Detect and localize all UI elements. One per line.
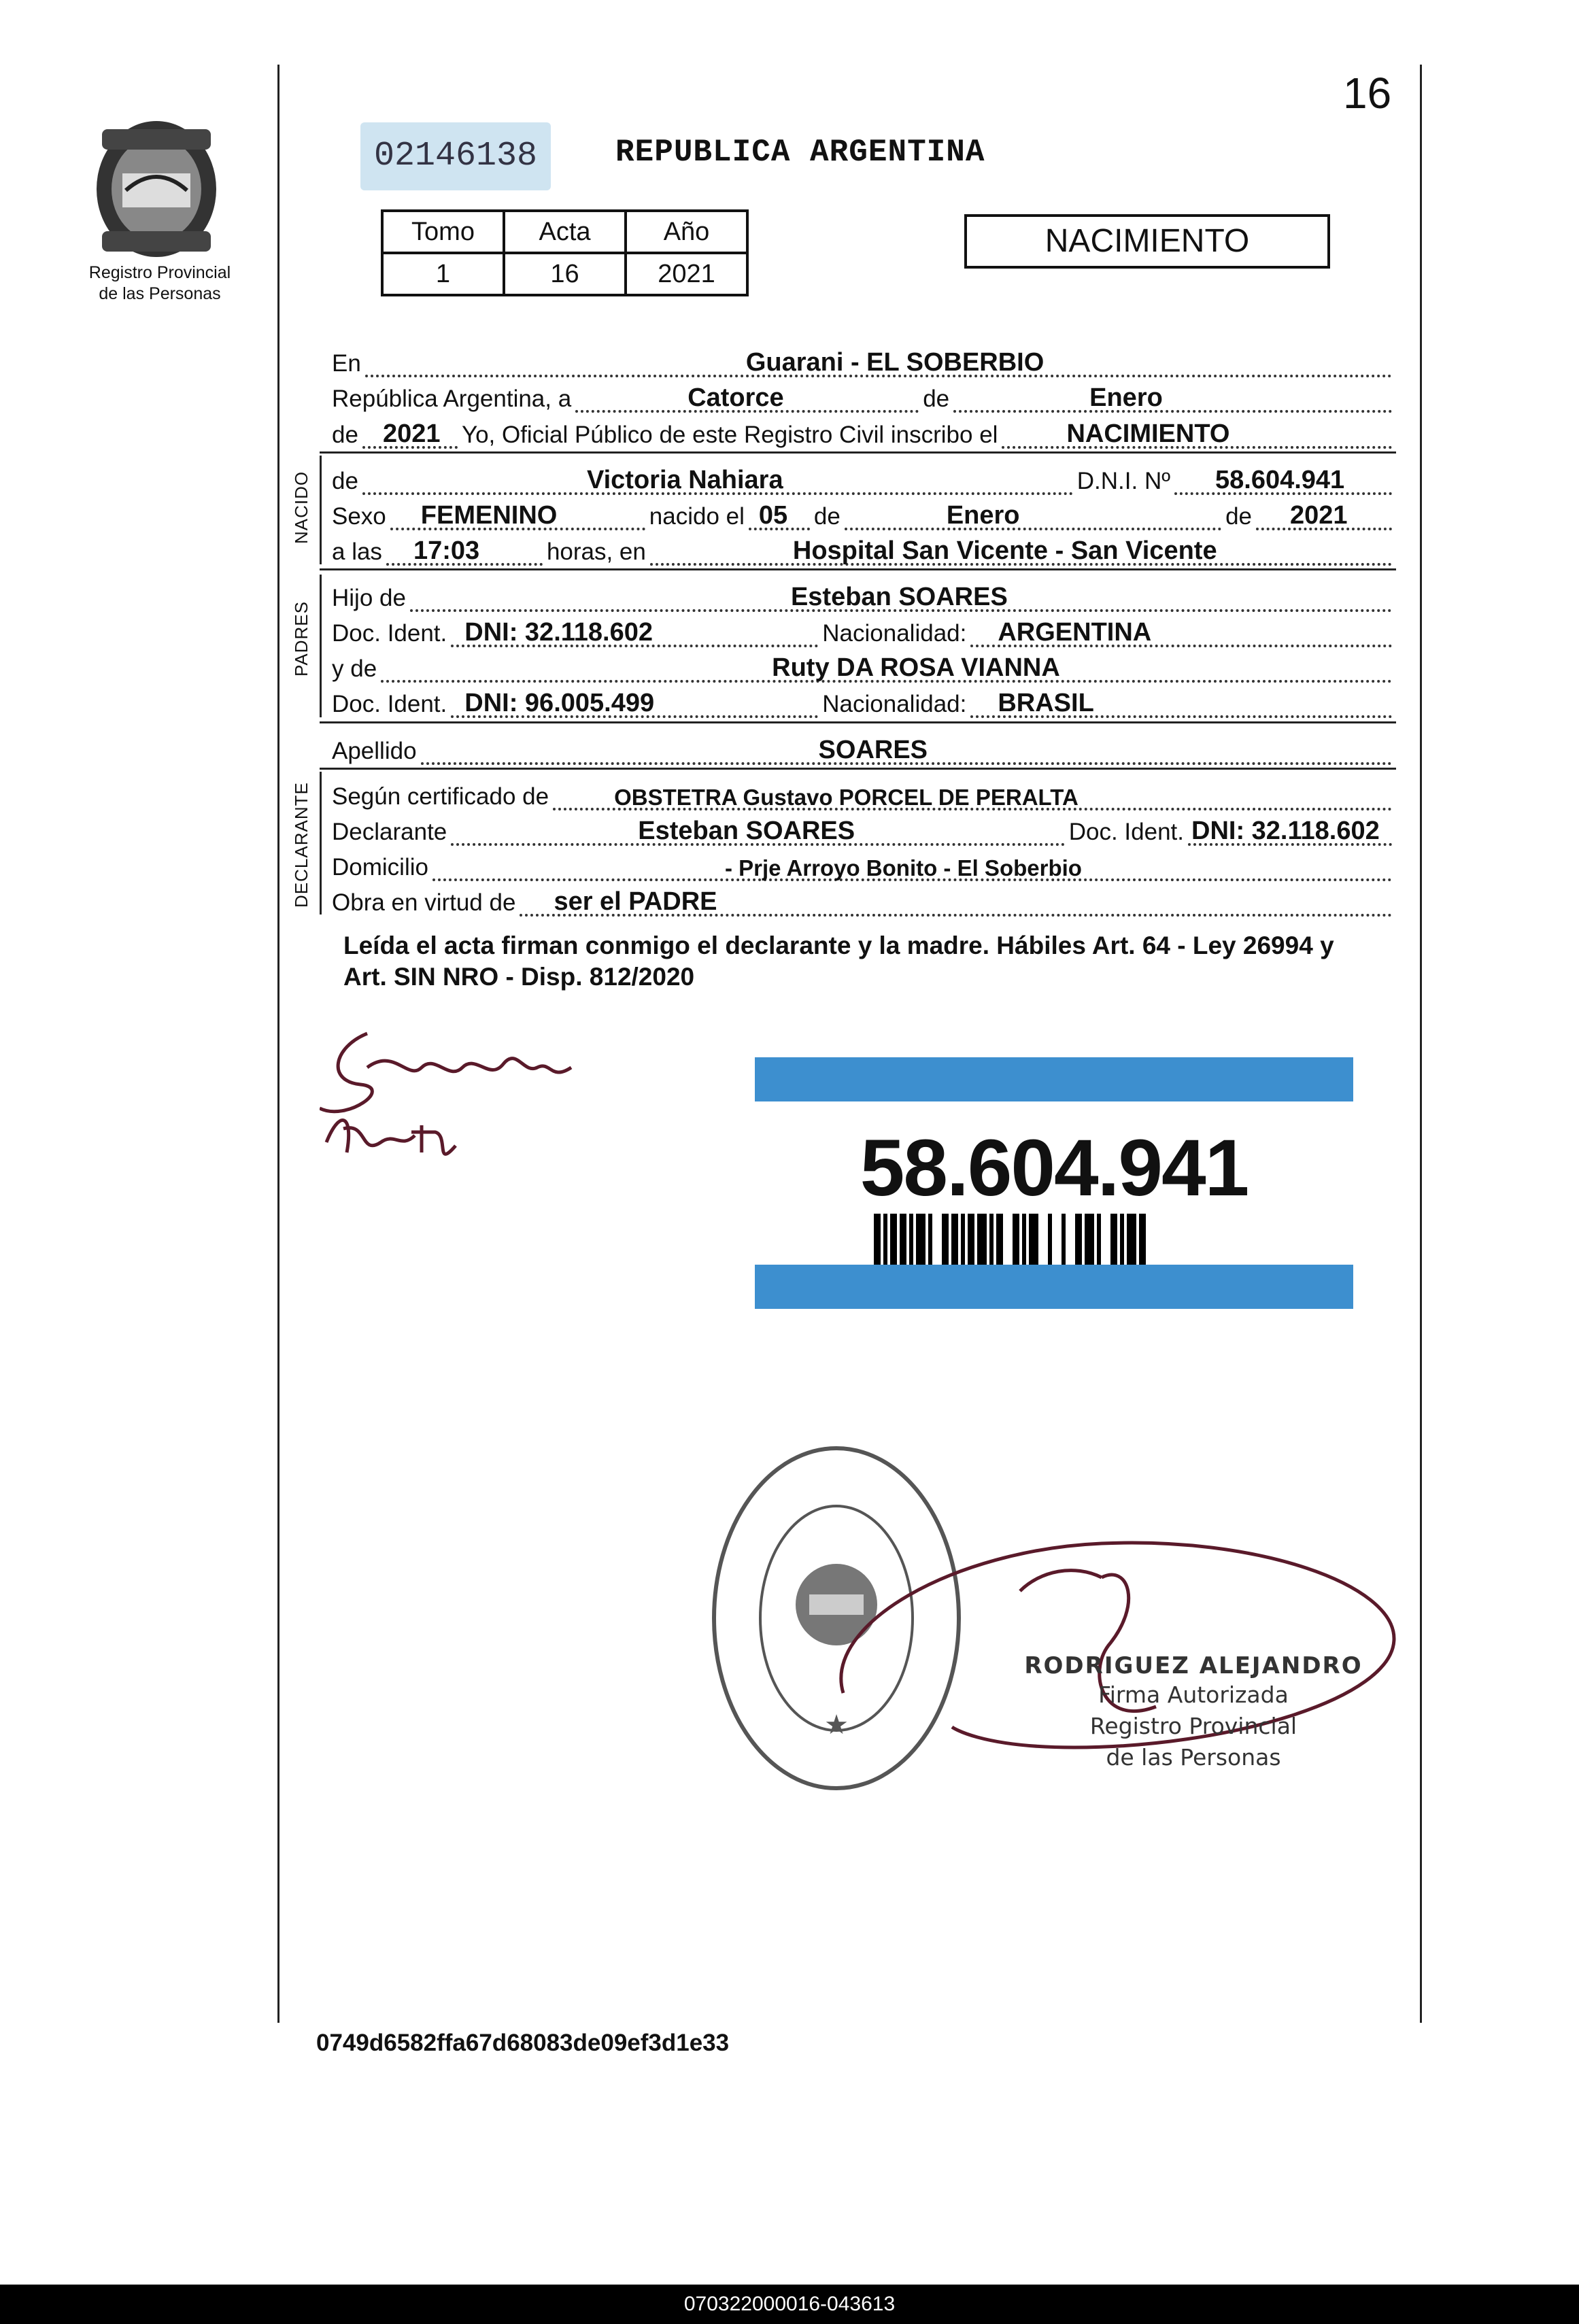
madre-value: Ruty DA ROSA VIANNA [772,653,1060,682]
section-bar [320,772,322,915]
acta-header-acta: Acta [504,211,626,253]
certificado-value: OBSTETRA Gustavo PORCEL DE PERALTA [614,785,1079,810]
row-hijo [332,578,1396,612]
nombre-value: Victoria Nahiara [586,466,783,494]
acta-table-value-row [382,253,747,295]
acta-table [381,209,749,296]
divider [320,451,1396,454]
badge-top-band [755,1057,1353,1101]
nacido-mes-value: Enero [946,501,1020,530]
nombre-label: de [332,468,358,494]
hijo-label: Hijo de [332,585,406,611]
row-domicilio [332,847,1396,881]
registry-label: Registro Provincial de las Personas [88,263,231,303]
row-obra [332,883,1396,917]
row-republica [332,379,1396,413]
sexo-label: Sexo [332,503,386,530]
section-bar [320,575,322,717]
padre-nac-label: Nacionalidad: [822,620,967,647]
hora-value: 17:03 [413,536,480,565]
official-name: RODRIGUEZ ALEJANDRO [1024,1652,1363,1679]
right-margin-line [1420,65,1422,2023]
apellido-label: Apellido [332,738,417,764]
declarante-section-label: DECLARANTE [291,782,311,908]
page-number: 16 [1343,69,1392,118]
de2-label: de [332,422,358,448]
declarante-label: Declarante [332,819,447,845]
nacido-dia-value: 05 [758,501,788,530]
row-nombre [332,461,1396,495]
nacido-section-label: NACIDO [291,471,311,544]
nacido-de2-label: de [1225,503,1252,530]
domicilio-label: Domicilio [332,854,428,881]
left-margin-line [277,65,279,2023]
divider [320,721,1396,723]
row-apellido [332,731,1396,765]
padre-nac-value: ARGENTINA [998,618,1152,647]
nacido-label: nacido el [649,503,745,530]
dni-label: D.N.I. Nº [1076,468,1170,494]
certificado-label: Según certificado de [332,783,549,810]
anio-value: 2021 [382,420,441,448]
madre-doc-value: DNI: 96.005.499 [464,689,655,717]
acta-table-header-row [382,211,747,253]
declarante-doc-label: Doc. Ident. [1068,819,1184,845]
official-line3: de las Personas [1106,1744,1281,1771]
declarante-doc-value: DNI: 32.118.602 [1191,817,1380,845]
padre-doc-label: Doc. Ident. [332,620,447,647]
madre-nac-label: Nacionalidad: [822,691,967,717]
row-inscribo [332,415,1396,449]
row-madre [332,649,1396,683]
row-hora [332,532,1396,566]
dia-value: Catorce [687,383,784,412]
nacido-de-label: de [813,503,841,530]
row-sexo [332,496,1396,530]
row-certificado [332,776,1396,810]
divider [320,568,1396,570]
horas-label: horas, en [546,539,646,565]
madre-nac-value: BRASIL [998,689,1094,717]
acta-header-anio: Año [626,211,747,253]
lugar-value: Hospital San Vicente - San Vicente [792,536,1217,565]
de-label: de [923,386,950,412]
en-label: En [332,350,361,377]
padre-doc-value: DNI: 32.118.602 [464,618,653,647]
divider [320,768,1396,770]
row-en [332,343,1396,377]
sexo-value: FEMENINO [420,501,558,530]
republica-label: República Argentina, a [332,386,572,412]
en-value: Guarani - EL SOBERBIO [745,348,1045,377]
closing-text: Leída el acta firman conmigo el declarante y la madre. Hábiles Art. 64 - Ley 26994 y Art. SIN NRO - Disp. 812/2020 [343,932,1334,991]
acta-value-anio: 2021 [626,253,747,295]
dni-value: 58.604.941 [1215,466,1345,494]
row-padre-doc [332,613,1396,647]
official-line2: Registro Provincial [1089,1713,1297,1739]
yde-label: y de [332,655,377,682]
apellido-value: SOARES [818,736,928,764]
official-block [1017,1652,1370,1773]
province-emblem [75,109,238,265]
badge-bottom-band [755,1265,1353,1309]
dni-badge [755,1057,1353,1309]
padres-section-label: PADRES [291,601,311,677]
domicilio-value: - Prje Arroyo Bonito - El Soberbio [724,855,1082,881]
record-type-box: NACIMIENTO [964,214,1330,269]
mes-value: Enero [1089,383,1163,412]
footer-code: 070322000016-043613 [0,2285,1579,2324]
obra-label: Obra en virtud de [332,889,516,916]
document-hash: 0749d6582ffa67d68083de09ef3d1e33 [316,2030,730,2056]
signature-soares [320,1006,592,1169]
padre-value: Esteban SOARES [790,583,1008,611]
acta-value-tomo: 1 [382,253,504,295]
row-declarante [332,812,1396,846]
serial-number: 02146138 [360,122,551,190]
nacido-anio-value: 2021 [1290,501,1348,530]
inscribo-label: Yo, Oficial Público de este Registro Civil inscribo el [461,422,998,448]
inscribo-value: NACIMIENTO [1066,420,1230,448]
madre-doc-label: Doc. Ident. [332,691,447,717]
official-line1: Firma Autorizada [1098,1681,1289,1708]
country-title: REPUBLICA ARGENTINA [615,135,985,170]
row-madre-doc [332,684,1396,718]
alas-label: a las [332,539,382,565]
dni-badge-number: 58.604.941 [860,1123,1249,1213]
acta-header-tomo: Tomo [382,211,504,253]
svg-text:★: ★ [824,1709,849,1741]
obra-value: ser el PADRE [554,887,717,916]
declarante-value: Esteban SOARES [638,817,855,845]
acta-value-acta: 16 [504,253,626,295]
section-bar [320,456,322,564]
